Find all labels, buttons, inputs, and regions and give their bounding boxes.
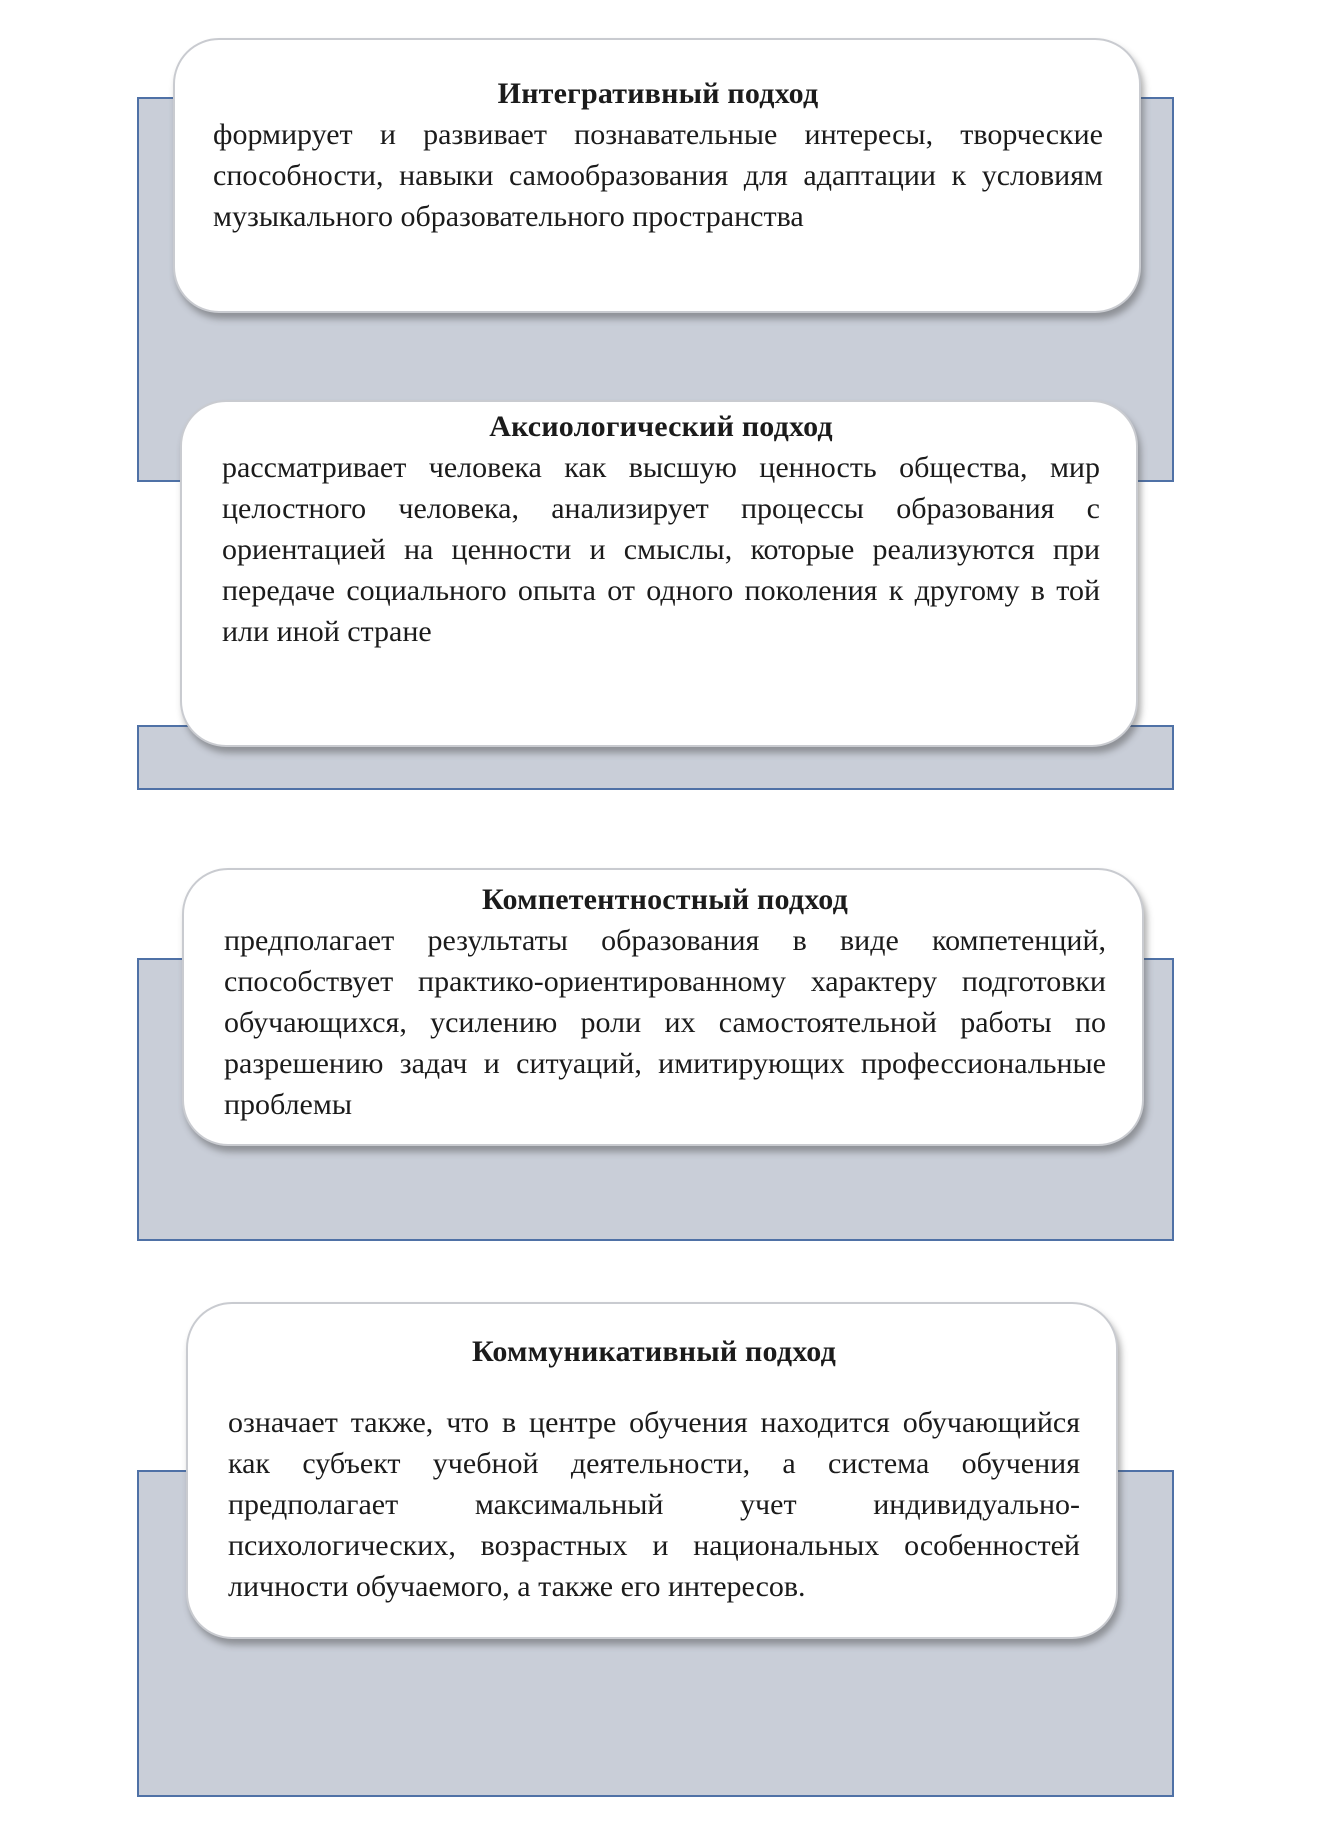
approach-title: Интегративный подход [497,77,819,110]
approach-card-communicative [186,1302,1118,1639]
approach-card-axiological [180,400,1138,747]
approach-title: Компетентностный подход [482,883,848,916]
approach-title: Аксиологический подход [489,410,833,443]
approach-description: предполагает результаты образования в виде компетенций, способствует практико-ориентированному характеру подготовки обучающихся, усилению роли их самостоятельной работы по разрешению задач и ситуаций, имитирующих профессиональные проблемы [224,924,1106,1121]
approach-description: формирует и развивает познавательные интересы, творческие способности, навыки самообразования для адаптации к условиям музыкального образовательного пространства [213,118,1103,233]
approach-description: означает также, что в центре обучения находится обучающийся как субъект учебной деятельности, а система обучения предполагает максимальный учет индивидуально-психологических, возрастных и национальных особенностей личности обучаемого, а также его интересов. [228,1406,1080,1603]
approach-description: рассматривает человека как высшую ценность общества, мир целостного человека, анализирует процессы образования с ориентацией на ценности и смыслы, которые реализуются при передаче социального опыта от одного поколения к другому в той или иной стране [222,451,1100,648]
approach-card-competence [182,868,1144,1146]
approach-title: Коммуникативный подход [471,1335,837,1368]
approach-card-integrative [173,38,1141,313]
